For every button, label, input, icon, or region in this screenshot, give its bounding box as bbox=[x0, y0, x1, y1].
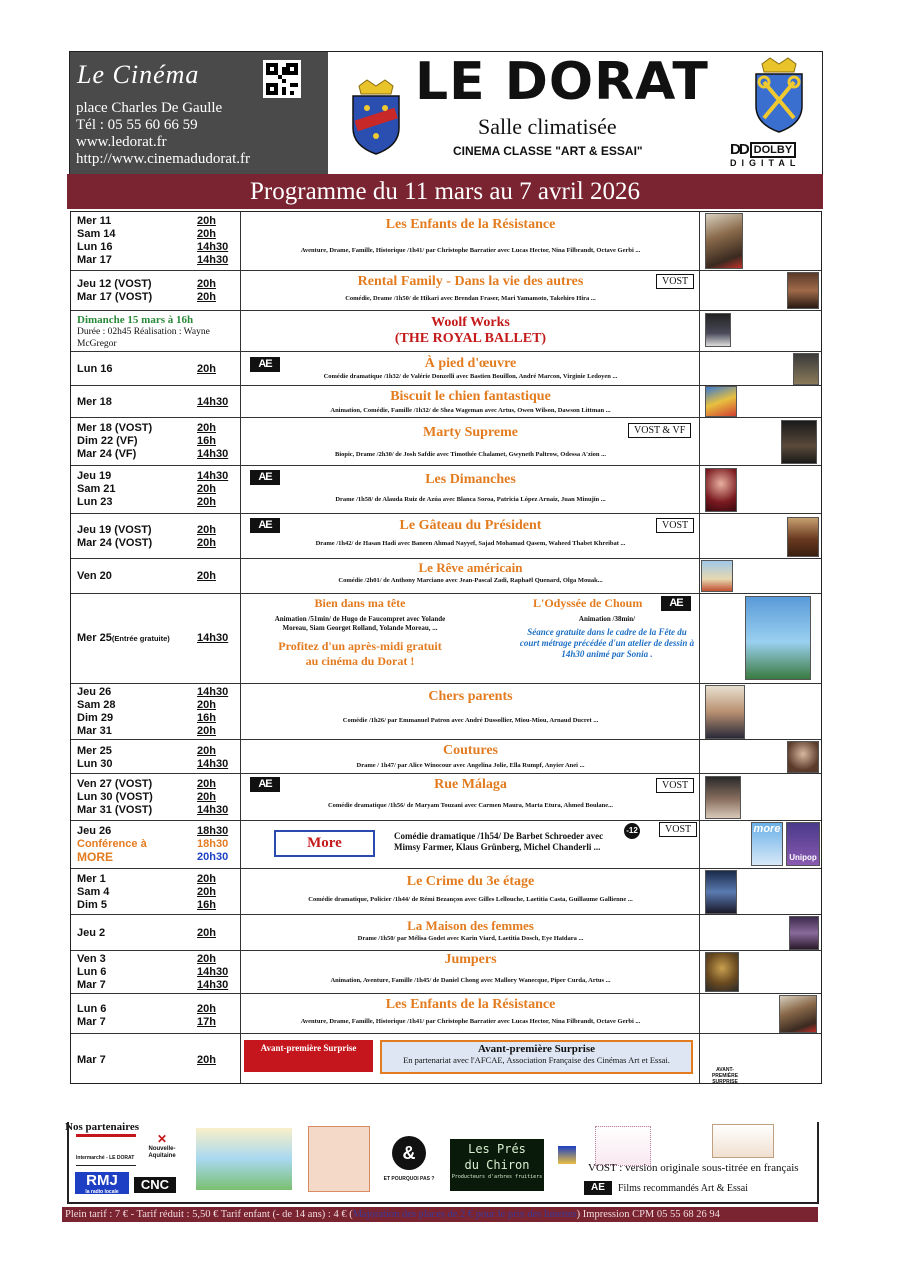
pres-line-2: du Chiron bbox=[464, 1158, 530, 1172]
avant-premiere-label: Avant-première Surprise bbox=[244, 1040, 373, 1072]
salle-climatisee: Salle climatisée bbox=[478, 114, 617, 139]
show-time: 20h bbox=[197, 496, 216, 508]
film-info bbox=[242, 684, 700, 739]
glasses-note: Majoration des places de 2 € pour le prix des lunettes bbox=[352, 1209, 577, 1220]
show-time: 14h30 bbox=[197, 396, 229, 408]
legend-art-essai bbox=[584, 1181, 748, 1195]
show-day: Mar 7 bbox=[77, 979, 106, 991]
showtimes bbox=[71, 915, 241, 950]
show-day: Mar 17 bbox=[77, 254, 112, 266]
festival-poster-logo[interactable] bbox=[196, 1128, 292, 1190]
show-day: Mar 7 bbox=[77, 1054, 106, 1066]
show-time: 14h30 bbox=[197, 448, 229, 460]
film-title[interactable]: Marty Supreme bbox=[423, 425, 518, 440]
show-day: Mer 25 bbox=[77, 745, 112, 757]
show-day: Lun 30 bbox=[77, 758, 113, 770]
film-title[interactable]: Woolf Works bbox=[431, 315, 510, 330]
program-table bbox=[70, 211, 822, 1084]
film-info bbox=[242, 386, 700, 417]
film-poster[interactable] bbox=[779, 995, 817, 1033]
film-description: Drame /1h50/ par Mélisa Godet avec Karin Viard, Laetitia Dosch, Eye Haïdara ... bbox=[357, 935, 584, 942]
intermarche-logo[interactable] bbox=[76, 1134, 136, 1166]
show-time: 20h bbox=[197, 791, 216, 803]
nouvelle-label: Nouvelle-Aquitaine bbox=[148, 1146, 176, 1159]
show-day: Lun 16 bbox=[77, 241, 113, 253]
film-row[interactable] bbox=[71, 386, 821, 418]
show-time: 20h bbox=[197, 725, 216, 737]
film-title[interactable]: Coutures bbox=[443, 743, 498, 758]
show-day: Ven 20 bbox=[77, 570, 112, 582]
footer-prices bbox=[62, 1207, 818, 1222]
showtimes bbox=[71, 418, 241, 465]
showtimes bbox=[71, 352, 241, 385]
film-poster[interactable] bbox=[751, 822, 783, 866]
show-time: 20h bbox=[197, 524, 216, 536]
film-title[interactable]: Les Enfants de la Résistance bbox=[385, 217, 556, 232]
showtimes bbox=[71, 559, 241, 593]
show-day: Jeu 26 bbox=[77, 686, 112, 698]
film-description: Comédie dramatique /1h54/ De Barbet Schroeder avec Mimsy Farmer, Klaus Grünberg, Michel Chanderli ... bbox=[394, 831, 604, 852]
show-time: 20h bbox=[197, 537, 216, 549]
film-row[interactable] bbox=[71, 559, 821, 594]
partners-title: Nos partenaires bbox=[65, 1121, 140, 1133]
film-poster[interactable] bbox=[705, 776, 741, 819]
film-info bbox=[242, 271, 700, 310]
conference-label: Conférence à bbox=[77, 838, 147, 850]
film-title[interactable]: Le Rêve américain bbox=[418, 560, 523, 575]
film-poster[interactable] bbox=[745, 596, 811, 680]
cinema-classe: CINEMA CLASSE "ART & ESSAI" bbox=[453, 144, 643, 158]
vost-badge: VOST bbox=[656, 518, 694, 533]
showtimes bbox=[71, 869, 241, 914]
rmj-logo[interactable] bbox=[75, 1172, 129, 1194]
show-day: Dim 22 (VF) bbox=[77, 435, 138, 447]
dolby-dd-icon: DD bbox=[730, 141, 748, 158]
show-time: 14h30 bbox=[197, 254, 229, 266]
show-time: 20h bbox=[197, 699, 216, 711]
show-time: 20h bbox=[197, 422, 216, 434]
show-day: Lun 23 bbox=[77, 496, 113, 508]
print-credit: ) Impression CPM 05 55 68 26 94 bbox=[576, 1209, 720, 1220]
showtimes bbox=[71, 386, 241, 417]
film-title[interactable]: Le Gâteau du Président bbox=[399, 518, 542, 533]
film-row[interactable] bbox=[71, 740, 821, 774]
film-row[interactable] bbox=[71, 869, 821, 915]
showtimes bbox=[71, 684, 241, 739]
show-time: 17h bbox=[197, 1016, 216, 1028]
film-info bbox=[242, 869, 700, 914]
promo-text: Profitez d'un après-midi gratuit au cinéma du Dorat ! bbox=[278, 639, 442, 668]
legend-art-essai-text: Films recommandés Art & Essai bbox=[618, 1182, 748, 1194]
film-row[interactable] bbox=[71, 418, 821, 466]
show-time: 16h bbox=[197, 435, 216, 447]
film-description: Aventure, Drame, Famille, Historique /1h41/ par Christophe Barratier avec Lucas Hector, Nina Filbrandt, Octave Gerbi ... bbox=[300, 1018, 641, 1025]
promo-text: Séance gratuite dans le cadre de la Fête du court métrage précédée d'un atelier de dessin à 14h30 animé par Sonia . bbox=[519, 627, 695, 659]
film-title[interactable]: Jumpers bbox=[444, 952, 497, 967]
film-description: Comédie /2h01/ de Anthony Marciano avec Jean-Pascal Zadi, Raphaël Quenard, Olga Mouak... bbox=[338, 577, 603, 584]
film-row[interactable] bbox=[71, 466, 821, 514]
sponsor-logo[interactable] bbox=[595, 1126, 651, 1166]
show-day: Lun 16 bbox=[77, 363, 113, 375]
film-title: Avant-première Surprise bbox=[477, 1043, 595, 1055]
show-time: 18h30 bbox=[197, 825, 229, 837]
show-day: Mar 24 (VOST) bbox=[77, 537, 153, 549]
art-essai-badge: AE bbox=[250, 518, 280, 533]
dolby-word: DOLBY bbox=[750, 142, 797, 158]
art-essai-badge: AE bbox=[250, 357, 280, 372]
show-time: 20h bbox=[197, 483, 216, 495]
film-info bbox=[242, 212, 700, 270]
show-time: 20h bbox=[197, 745, 216, 757]
showtimes bbox=[71, 514, 241, 558]
film-description: Comédie dramatique /1h32/ de Valérie Donzelli avec Bastien Bouillon, André Marcon, Virginie Ledoyen ... bbox=[323, 373, 618, 380]
show-time: 14h30 bbox=[197, 979, 229, 991]
showtimes bbox=[71, 594, 241, 683]
show-day: Mer 25 bbox=[77, 632, 112, 644]
show-time: 14h30 bbox=[197, 241, 229, 253]
age-rating-badge: -12 bbox=[624, 823, 640, 839]
town-name: LE DORAT bbox=[415, 52, 709, 112]
film-poster[interactable] bbox=[789, 916, 819, 950]
programme-banner: Programme du 11 mars au 7 avril 2026 bbox=[67, 174, 823, 209]
film-description: Animation /51min/ de Hugo de Faucompret avec Yolande Moreau, Siam Georget Rolland, Yolande Moreau, ... bbox=[274, 615, 446, 632]
showtimes bbox=[71, 1034, 241, 1083]
header bbox=[69, 51, 823, 175]
film-title[interactable]: Les Dimanches bbox=[425, 472, 516, 487]
show-day: Jeu 2 bbox=[77, 927, 106, 939]
more-label: MORE bbox=[77, 850, 113, 864]
dolby-logo bbox=[730, 141, 808, 168]
region-logo[interactable] bbox=[558, 1146, 576, 1164]
show-day: Jeu 26 bbox=[77, 825, 112, 837]
showtimes bbox=[71, 212, 241, 270]
show-time: 16h bbox=[197, 899, 216, 911]
showtimes bbox=[71, 951, 241, 993]
film-description: Animation /38min/ bbox=[578, 615, 636, 623]
showtimes bbox=[71, 740, 241, 773]
film-info bbox=[242, 514, 700, 558]
show-day: Jeu 12 (VOST) bbox=[77, 278, 152, 290]
film-row[interactable] bbox=[71, 594, 821, 684]
show-day: Jeu 19 bbox=[77, 470, 112, 482]
show-day: Mar 31 (VOST) bbox=[77, 804, 153, 816]
film-info bbox=[242, 559, 700, 593]
showtimes bbox=[71, 271, 241, 310]
film-poster[interactable] bbox=[705, 386, 737, 417]
film-description: En partenariat avec l'AFCAE, Association Française des Cinémas Art et Essai. bbox=[403, 1055, 670, 1065]
film-poster[interactable] bbox=[787, 272, 819, 309]
show-time: 14h30 bbox=[197, 470, 229, 482]
les-pres-du-chiron-logo[interactable] bbox=[450, 1139, 544, 1191]
intermarche-label: Intermarché - LE DORAT bbox=[76, 1155, 135, 1161]
film-row[interactable] bbox=[71, 1034, 821, 1083]
show-day: Ven 3 bbox=[77, 953, 106, 965]
film-poster[interactable] bbox=[787, 517, 819, 557]
sponsor-logo-2[interactable] bbox=[712, 1124, 774, 1158]
show-time: 20h30 bbox=[197, 851, 229, 863]
show-time: 20h bbox=[197, 1003, 216, 1015]
show-time: 20h bbox=[197, 873, 216, 885]
film-row[interactable] bbox=[71, 821, 821, 869]
show-day: Dim 29 bbox=[77, 712, 114, 724]
film-row[interactable] bbox=[71, 994, 821, 1034]
vost-badge: VOST bbox=[659, 822, 697, 837]
film-row[interactable] bbox=[71, 352, 821, 386]
film-row[interactable] bbox=[71, 271, 821, 311]
film-description: Biopic, Drame /2h30/ de Josh Safdie avec Timothée Chalamet, Gwyneth Paltrow, Odessa A'zion ... bbox=[334, 451, 606, 458]
show-day: Mar 17 (VOST) bbox=[77, 291, 153, 303]
showtimes bbox=[71, 774, 241, 820]
show-day: Mer 18 (VOST) bbox=[77, 422, 153, 434]
show-day: Mar 24 (VF) bbox=[77, 448, 137, 460]
film-subtitle: (THE ROYAL BALLET) bbox=[394, 331, 547, 346]
film-info bbox=[242, 594, 700, 683]
cnc-label: CNC bbox=[140, 1177, 170, 1192]
film-description: Drame /1h58/ de Alauda Ruiz de Azúa avec Blanca Soroa, Patricia López Arnaiz, Juan Minujín ... bbox=[335, 496, 606, 503]
show-time: 20h bbox=[197, 1054, 216, 1066]
show-day: Sam 21 bbox=[77, 483, 116, 495]
film-info bbox=[242, 352, 700, 385]
qr-code-icon[interactable] bbox=[263, 60, 301, 98]
art-essai-badge: AE bbox=[250, 777, 280, 792]
et-pourquoi-label: ET POURQUOI PAS ? bbox=[383, 1176, 435, 1182]
poster-text: more bbox=[753, 823, 781, 835]
pres-line-3: Producteurs d'arbres fruitiers bbox=[451, 1174, 543, 1180]
show-time: 14h30 bbox=[197, 966, 229, 978]
prices-text: Plein tarif : 7 € - Tarif réduit : 5,50 € Tarif enfant (- de 14 ans) : 4 € ( bbox=[65, 1209, 353, 1220]
special-date: Dimanche 15 mars à 16h bbox=[77, 314, 194, 326]
show-day: Dim 5 bbox=[77, 899, 107, 911]
show-day: Sam 4 bbox=[77, 886, 110, 898]
film-row[interactable] bbox=[71, 774, 821, 821]
film-title[interactable]: Chers parents bbox=[428, 689, 513, 704]
film-info bbox=[242, 311, 700, 351]
film-poster[interactable] bbox=[705, 468, 737, 512]
show-day: Mer 1 bbox=[77, 873, 106, 885]
poster-text: Unipop bbox=[789, 853, 817, 862]
film-info bbox=[242, 951, 700, 993]
showtimes bbox=[71, 311, 241, 351]
show-time: 14h30 bbox=[197, 804, 229, 816]
show-day: Lun 30 (VOST) bbox=[77, 791, 153, 803]
keys-crest-icon bbox=[748, 56, 810, 134]
film-poster[interactable] bbox=[705, 213, 743, 269]
film-poster[interactable] bbox=[705, 870, 737, 914]
show-day: Lun 6 bbox=[77, 966, 107, 978]
film-row[interactable] bbox=[71, 212, 821, 271]
show-time: 20h bbox=[197, 953, 216, 965]
show-time: 14h30 bbox=[197, 758, 229, 770]
film-title[interactable]: Bien dans ma tête bbox=[314, 596, 406, 610]
film-row[interactable] bbox=[71, 915, 821, 951]
show-time: 20h bbox=[197, 886, 216, 898]
film-poster[interactable] bbox=[705, 952, 739, 992]
association-logo[interactable] bbox=[308, 1126, 370, 1192]
film-poster[interactable] bbox=[705, 685, 745, 739]
show-time: 20h bbox=[197, 570, 216, 582]
film-row[interactable] bbox=[71, 311, 821, 352]
show-day: Mer 11 bbox=[77, 215, 112, 227]
show-time: 20h bbox=[197, 228, 216, 240]
film-description: Drame /1h42/ de Hasan Hadi avec Baneen Ahmad Nayyef, Sajad Mohamad Qasem, Waheed Thabet Khreibat ... bbox=[315, 540, 626, 547]
avant-premiere-box[interactable] bbox=[380, 1040, 693, 1074]
film-title[interactable]: Le Crime du 3e étage bbox=[406, 874, 535, 889]
film-info bbox=[242, 740, 700, 773]
film-title[interactable]: L'Odyssée de Choum bbox=[533, 596, 643, 610]
film-info bbox=[242, 1034, 700, 1083]
show-day: Ven 27 (VOST) bbox=[77, 778, 153, 790]
show-note: (Entrée gratuite) bbox=[111, 634, 170, 643]
show-time: 20h bbox=[197, 927, 216, 939]
dolby-digital: DIGITAL bbox=[730, 158, 801, 168]
more-title-box[interactable]: More bbox=[274, 830, 375, 857]
show-day: Sam 14 bbox=[77, 228, 116, 240]
film-title[interactable]: Les Enfants de la Résistance bbox=[385, 997, 556, 1012]
legend-vost: VOST : version originale sous-titrée en français bbox=[588, 1162, 799, 1174]
film-title[interactable]: La Maison des femmes bbox=[407, 918, 534, 933]
film-info bbox=[242, 774, 700, 820]
address-line: place Charles De Gaulle bbox=[76, 100, 223, 116]
show-time: 14h30 bbox=[197, 632, 229, 644]
phone-line: Tél : 05 55 60 66 59 bbox=[76, 117, 198, 133]
film-description: Comédie dramatique /1h56/ de Maryam Touzani avec Carmen Maura, Marta Etura, Ahmed Boulane... bbox=[327, 802, 614, 809]
film-description: Drame / 1h47/ par Alice Winocour avec Angelina Jolie, Ella Rumpf, Anyier Anei ... bbox=[356, 762, 585, 769]
show-time: 14h30 bbox=[197, 686, 229, 698]
film-description: Comédie, Drame /1h50/ de Hikari avec Brendan Fraser, Mari Yamamoto, Takehiro Hira ... bbox=[345, 295, 596, 302]
film-description: Aventure, Drame, Famille, Historique /1h41/ par Christophe Barratier avec Lucas Hector, Nina Filbrandt, Octave Gerbi ... bbox=[300, 247, 641, 254]
art-essai-icon: AE bbox=[584, 1181, 612, 1195]
film-poster[interactable] bbox=[787, 741, 819, 773]
film-poster[interactable] bbox=[793, 353, 819, 385]
show-day: Mar 31 bbox=[77, 725, 112, 737]
show-time: 20h bbox=[197, 363, 216, 375]
film-poster[interactable] bbox=[705, 313, 731, 347]
cnc-logo[interactable] bbox=[134, 1177, 176, 1193]
film-info bbox=[242, 466, 700, 513]
film-poster[interactable] bbox=[705, 1037, 745, 1085]
film-info bbox=[242, 994, 700, 1033]
poster-text: AVANT-PREMIÈRE SURPRISE bbox=[711, 1067, 739, 1085]
showtimes bbox=[71, 994, 241, 1033]
film-row[interactable] bbox=[71, 951, 821, 994]
film-description: Animation, Comédie, Famille /1h32/ de Shea Wageman avec Artus, Owen Wilson, Dawson Littman ... bbox=[330, 407, 611, 414]
film-description: Animation, Aventure, Famille /1h45/ de Daniel Chong avec Mallory Wanecque, Piper Curda, Artus ... bbox=[330, 977, 611, 984]
et-pourquoi-pas-logo[interactable]: & ET POURQUOI PAS ? bbox=[381, 1136, 437, 1196]
show-day: Mer 18 bbox=[77, 396, 112, 408]
show-day: Lun 6 bbox=[77, 1003, 107, 1015]
show-day: Jeu 19 (VOST) bbox=[77, 524, 152, 536]
unipop-logo bbox=[786, 822, 820, 866]
show-time: 18h30 bbox=[197, 838, 229, 850]
vost-badge: VOST bbox=[656, 778, 694, 793]
special-details: Durée : 02h45 Réalisation : Wayne McGregor bbox=[77, 327, 210, 349]
show-time: 20h bbox=[197, 291, 216, 303]
film-row[interactable] bbox=[71, 514, 821, 559]
show-time: 20h bbox=[197, 778, 216, 790]
website-line-2[interactable]: http://www.cinemadudorat.fr bbox=[76, 151, 250, 167]
film-row[interactable] bbox=[71, 684, 821, 740]
show-time: 20h bbox=[197, 215, 216, 227]
vost-badge: VOST bbox=[656, 274, 694, 289]
pres-line-1: Les Prés bbox=[468, 1142, 526, 1156]
show-day: Sam 28 bbox=[77, 699, 116, 711]
film-title[interactable]: À pied d'œuvre bbox=[424, 356, 517, 371]
town-crest-icon bbox=[345, 78, 407, 156]
art-essai-badge: AE bbox=[250, 470, 280, 485]
vost-vf-badge: VOST & VF bbox=[628, 423, 691, 438]
nouvelle-aquitaine-logo[interactable]: ✕ Nouvelle-Aquitaine bbox=[148, 1132, 176, 1159]
website-line[interactable]: www.ledorat.fr bbox=[76, 134, 167, 150]
film-title[interactable]: Biscuit le chien fantastique bbox=[390, 389, 551, 404]
film-description: Comédie dramatique, Policier /1h44/ de Rémi Bezançon avec Gilles Lellouche, Laetitia Casta, Guillaume Gallienne ... bbox=[308, 896, 633, 903]
showtimes bbox=[71, 466, 241, 513]
show-time: 16h bbox=[197, 712, 216, 724]
film-info bbox=[242, 915, 700, 950]
art-essai-badge: AE bbox=[661, 596, 691, 611]
show-time: 20h bbox=[197, 278, 216, 290]
showtimes bbox=[71, 821, 241, 868]
film-poster[interactable] bbox=[701, 560, 733, 592]
cinema-address-box bbox=[70, 52, 328, 174]
film-title[interactable]: Rental Family - Dans la vie des autres bbox=[357, 274, 584, 289]
cinema-address bbox=[76, 100, 250, 168]
film-description: Comédie /1h26/ par Emmanuel Patron avec André Dussollier, Miou-Miou, Arnaud Ducret ... bbox=[342, 717, 599, 724]
film-title[interactable]: Rue Málaga bbox=[434, 777, 507, 792]
show-day: Mar 7 bbox=[77, 1016, 106, 1028]
cinema-label: Le Cinéma bbox=[77, 60, 200, 89]
rmj-sub: la radio locale bbox=[85, 1189, 119, 1195]
rmj-label: RMJ bbox=[86, 1172, 118, 1189]
film-poster[interactable] bbox=[781, 420, 817, 464]
